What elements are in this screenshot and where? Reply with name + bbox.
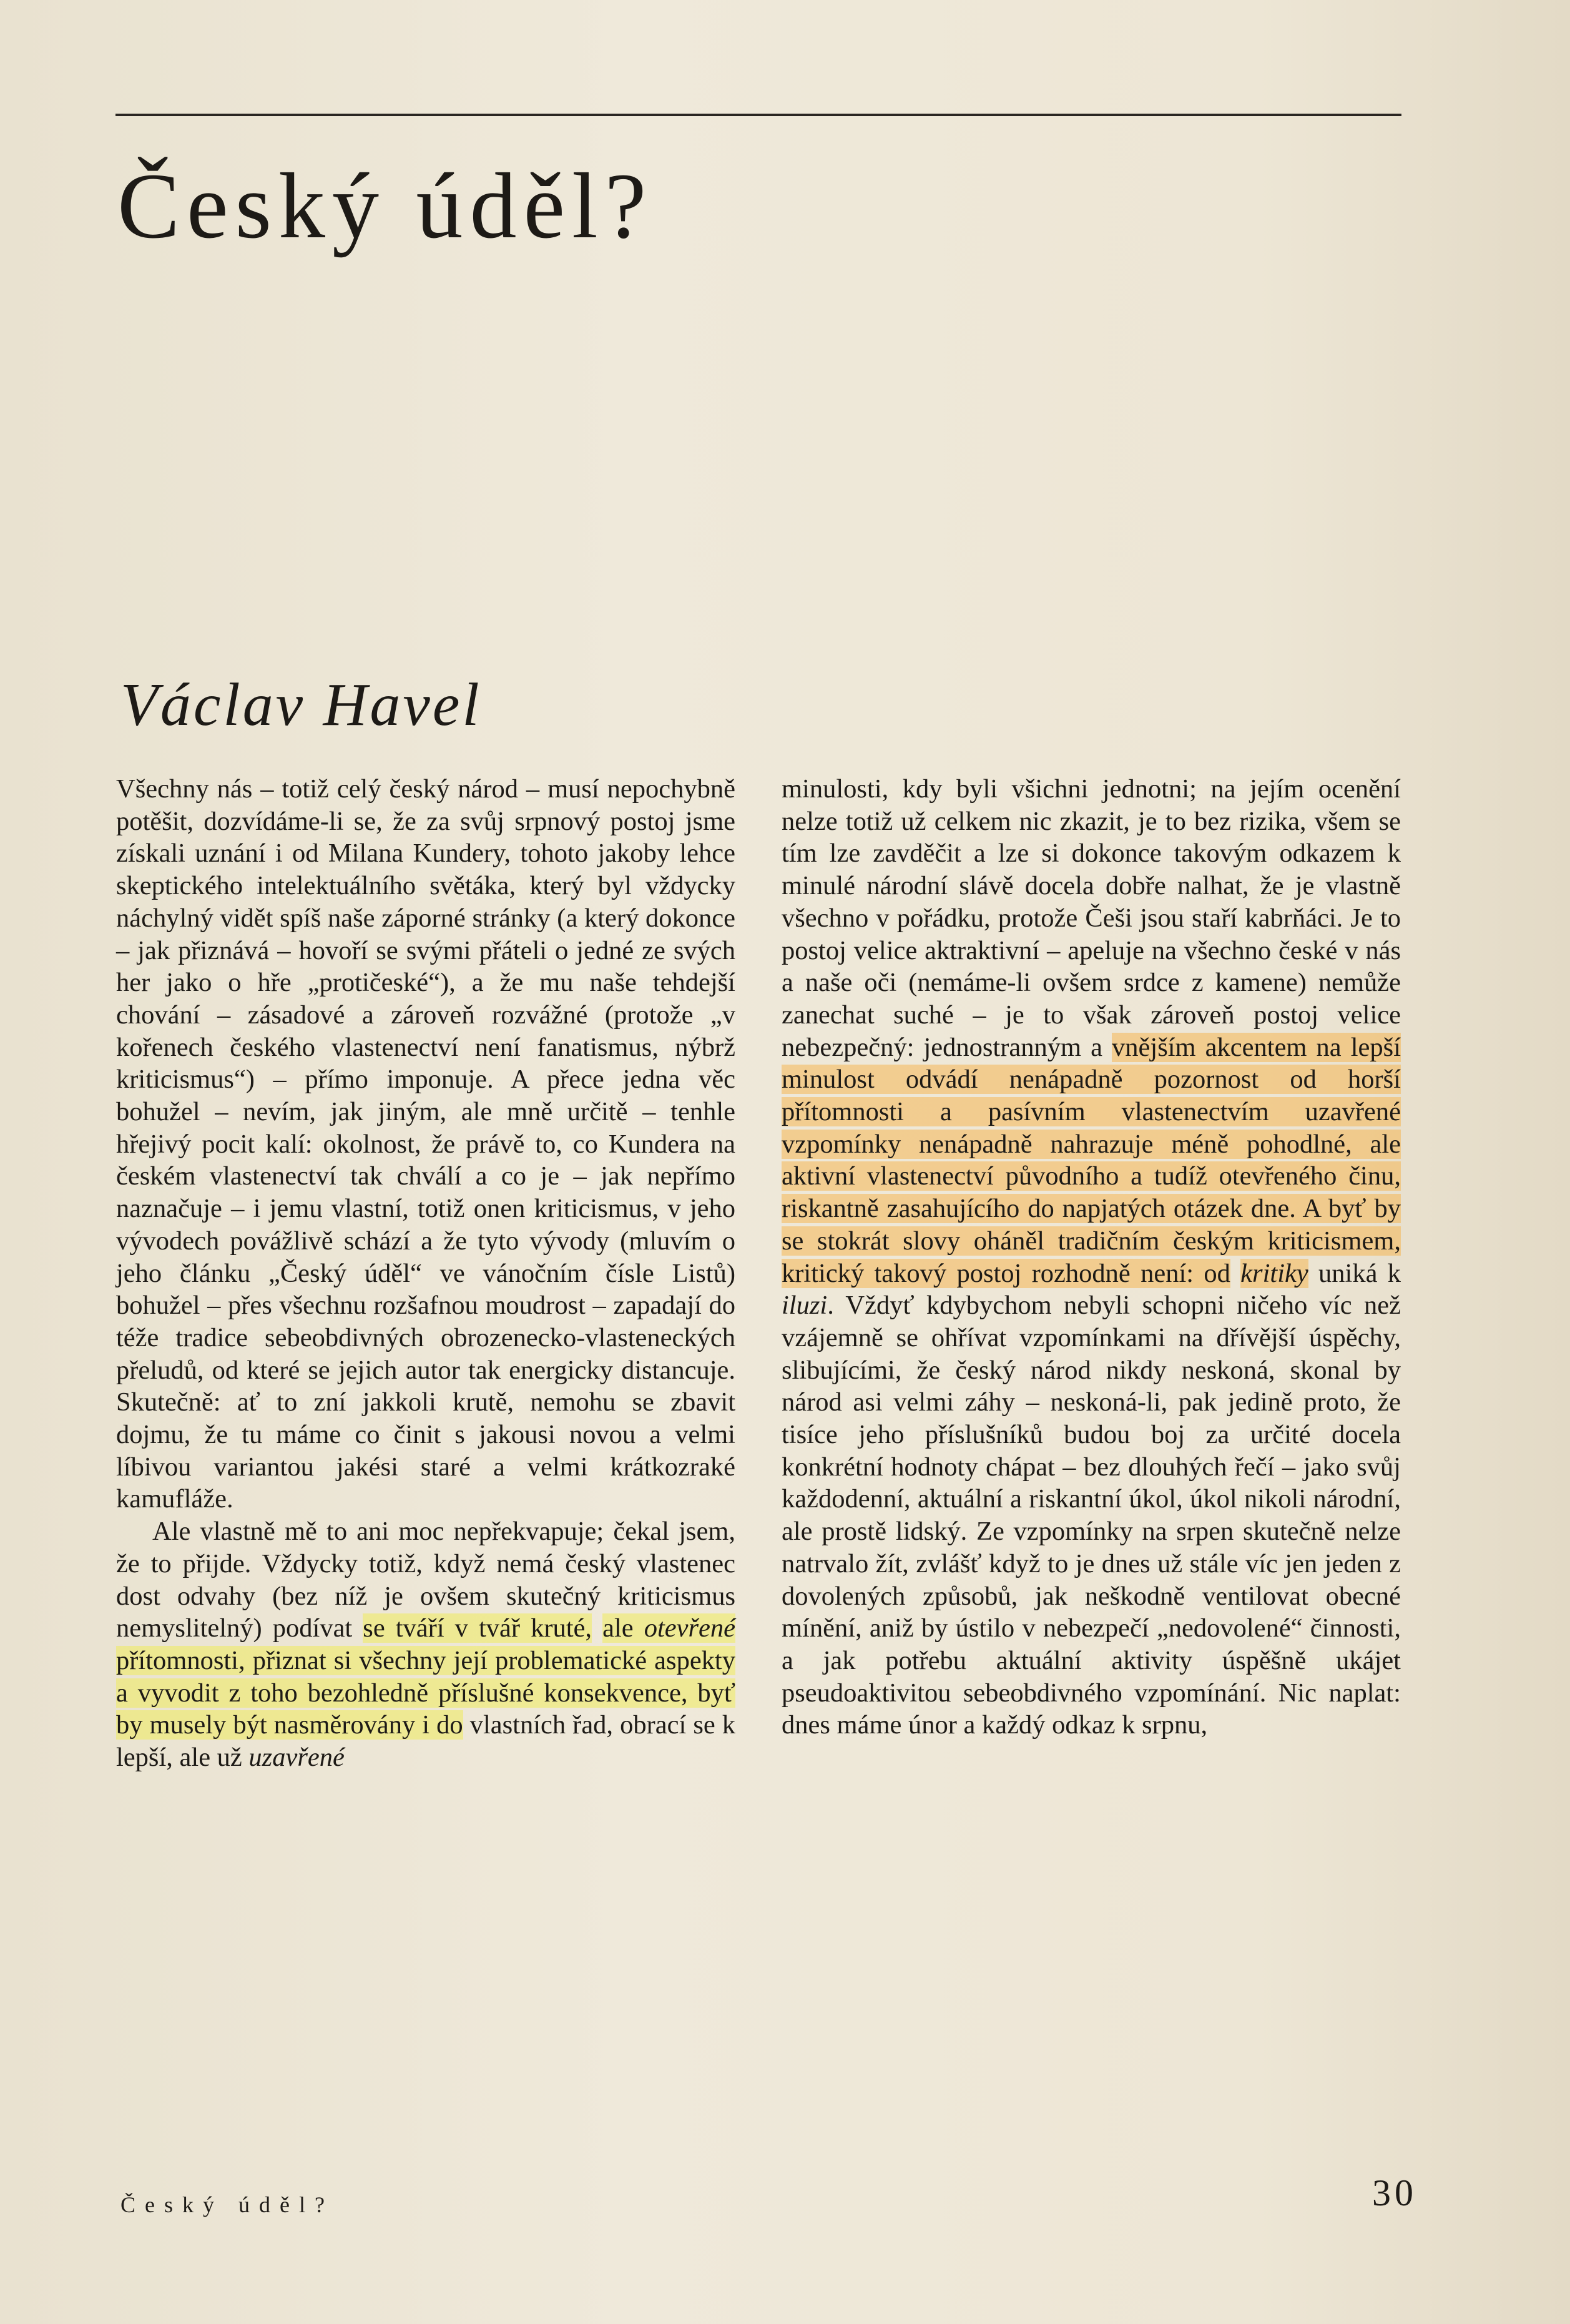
- emphasized-text: iluzi: [782, 1291, 828, 1321]
- highlighted-text: vnějším akcentem na lepší minulost odvádí nenápadně pozornost od horší přítomnosti a pasívním vlastenectvím uzavřené vzpomínky nenápadně nahrazuje méně pohodlné, ale aktivní vlastenectví původního a tudíž otevřeného činu, riskantně zasahujícího do napjatých otázek dne. A byť by se stokrát slovy oháněl tradičním českým kriticismem, kritický takový postoj rozhodně není: od: [782, 1032, 1401, 1288]
- text-run: [1230, 1259, 1240, 1288]
- text-run: Ale vlastně mě to ani moc nepřekvapuje; čekal jsem, že to přijde. Vždycky totiž, když nemá český vlastenec dost odvahy (bez níž je ovšem skutečný kriticismus nemyslitelný) podívat: [116, 1517, 735, 1643]
- emphasized-text: otevřené: [644, 1613, 735, 1643]
- paragraph: [116, 1515, 735, 1774]
- text-run: uniká k: [1308, 1258, 1401, 1288]
- emphasized-text: kritiky: [1240, 1258, 1308, 1288]
- text-run: vlastních řad, obrací se k lepší, ale už: [116, 1710, 736, 1773]
- page-number: 30: [1372, 2172, 1417, 2213]
- emphasized-text: uzavřené: [248, 1743, 345, 1773]
- highlighted-text: přítomnosti, přiznat si všechny její problematické aspekty a vyvodit z toho bezohledně příslušné konsekvence, byť by musely být nasměrovány i do: [116, 1645, 735, 1740]
- text-run: . Vždyť kdybychom nebyli schopni ničeho víc než vzájemně se ohřívat vzpomínkami na dřívější úspěchy, slibujícími, že český národ nikdy neskoná, skonal by národ asi velmi záhy – neskoná-li, pak jedině proto, že tisíce jeho příslušníků budou boj za určité docela konkrétní hodnoty chápat – bez dlouhých řečí – jako svůj každodenní, aktuální a riskantní úkol, úkol nikoli národní, ale prostě lidský. Ze vzpomínky na srpen skutečně nelze natrvalo žít, zvlášť když to je dnes už stále víc jen jeden z dovolených způsobů, jak neškodně ventilovat obecné mínění, aniž by ústilo v nebezpečí „nedovolené“ činnosti, a jak potřebu aktuální aktivity úspěšně ukájet pseudoaktivitou sebeobdivného vzpomínání. Nic naplat: dnes máme únor a každý odkaz k srpnu,: [782, 1291, 1401, 1740]
- left-column: [116, 773, 735, 1774]
- top-rule: [115, 114, 1401, 116]
- right-column: [782, 773, 1401, 1741]
- article-title: Český úděl?: [117, 154, 654, 258]
- text-run: minulosti, kdy byli všichni jednotni; na jejím ocenění nelze totiž už celkem nic zkazit, je to bez rizika, všem se tím lze zavděčit a lze si dokonce takovým odkazem k minulé národní slávě docela dobře nalhat, že je vlastně všechno v pořádku, protože Češi jsou staří kabrňáci. Je to postoj velice aktraktivní – apeluje na všechno české v nás a naše oči (nemáme-li ovšem srdce z kamene) nemůže zanechat suché – je to však zároveň postoj velice nebezpečný: jednostranným a: [782, 774, 1401, 1062]
- paragraph: [782, 773, 1401, 1741]
- highlighted-text: ale: [602, 1613, 644, 1643]
- highlighted-text: se tváří v tvář kruté,: [363, 1613, 592, 1643]
- paragraph: Všechny nás – totiž celý český národ – musí nepochybně potěšit, dozvídáme-li se, že za svůj srpnový postoj jsme získali uznání i od Milana Kundery, tohoto jakoby lehce skeptického intelektuálního světáka, který byl vždycky náchylný vidět spíš naše záporné stránky (a který dokonce – jak přiznává – hovoří se svými přáteli o jedné ze svých her jako o hře „protičeské“), a že mu naše tehdejší chování – zásadové a zároveň rozvážné (protože „v kořenech českého vlastenectví není fanatismus, nýbrž kriticismus“) – přímo imponuje. A přece jedna věc bohužel – nevím, jak jiným, ale mně určitě – tenhle hřejivý pocit kalí: okolnost, že právě to, co Kundera na českém vlastenectví tak chválí a co je – jak nepřímo naznačuje – i jemu vlastní, totiž onen kriticismus, v jeho vývodech povážlivě schází a že tyto vývody (mluvím o jeho článku „Český úděl“ ve vánočním čísle Listů) bohužel – přes všechnu rozšafnou moudrost – zapadají do téže tradice sebeobdivných obrozenecko-vlasteneckých přeludů, od které se jejich autor tak energicky distancuje. Skutečně: ať to zní jakkoli krutě, nemohu se zbavit dojmu, že tu máme co činit s jakousi novou a velmi líbivou variantou jakési staré a velmi krátkozraké kamufláže.: [116, 774, 735, 1514]
- author-name: Václav Havel: [120, 671, 482, 739]
- text-run: [592, 1613, 602, 1643]
- running-footer-title: Český úděl?: [120, 2192, 334, 2217]
